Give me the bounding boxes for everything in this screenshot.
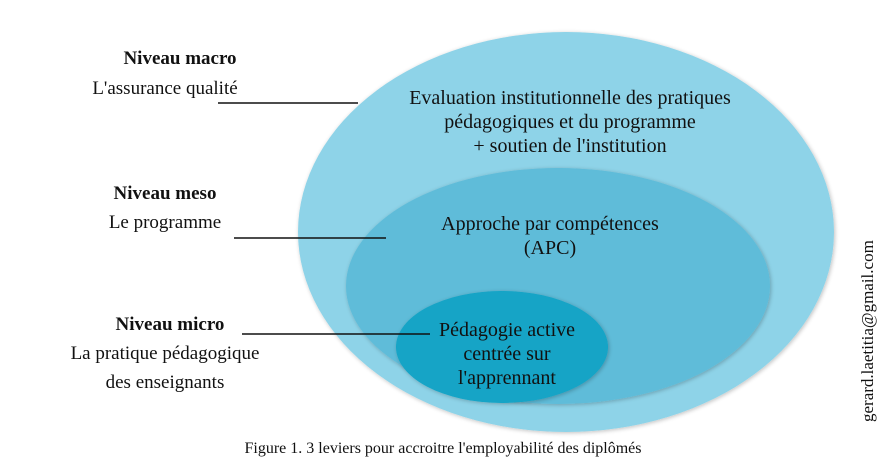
inner-text-line2: centrée sur — [463, 343, 551, 365]
micro-subtitle-line1: La pratique pédagogique — [70, 343, 260, 364]
outer-text — [350, 86, 790, 158]
micro-subtitle-line2: des enseignants — [105, 372, 225, 393]
author-watermark: gerard.laetitia@gmail.com — [858, 240, 877, 422]
inner-text — [420, 318, 594, 390]
middle-text — [380, 212, 720, 260]
micro-title: Niveau micro — [115, 314, 225, 335]
meso-subtitle: Le programme — [108, 212, 222, 233]
middle-text-line1: Approche par compétences — [441, 213, 659, 235]
macro-subtitle: L'assurance qualité — [92, 78, 238, 99]
outer-text-line1: Evaluation institutionnelle des pratiques — [409, 87, 731, 109]
inner-text-line1: Pédagogie active — [438, 319, 576, 341]
macro-title: Niveau macro — [123, 48, 237, 69]
outer-text-line2: pédagogiques et du programme — [444, 111, 696, 133]
outer-text-line3: + soutien de l'institution — [473, 135, 667, 157]
inner-text-line3: l'apprennant — [457, 367, 556, 389]
meso-title: Niveau meso — [113, 183, 217, 204]
middle-text-line2: (APC) — [523, 237, 577, 259]
figure-caption: Figure 1. 3 leviers pour accroitre l'employabilité des diplômés — [244, 440, 642, 457]
